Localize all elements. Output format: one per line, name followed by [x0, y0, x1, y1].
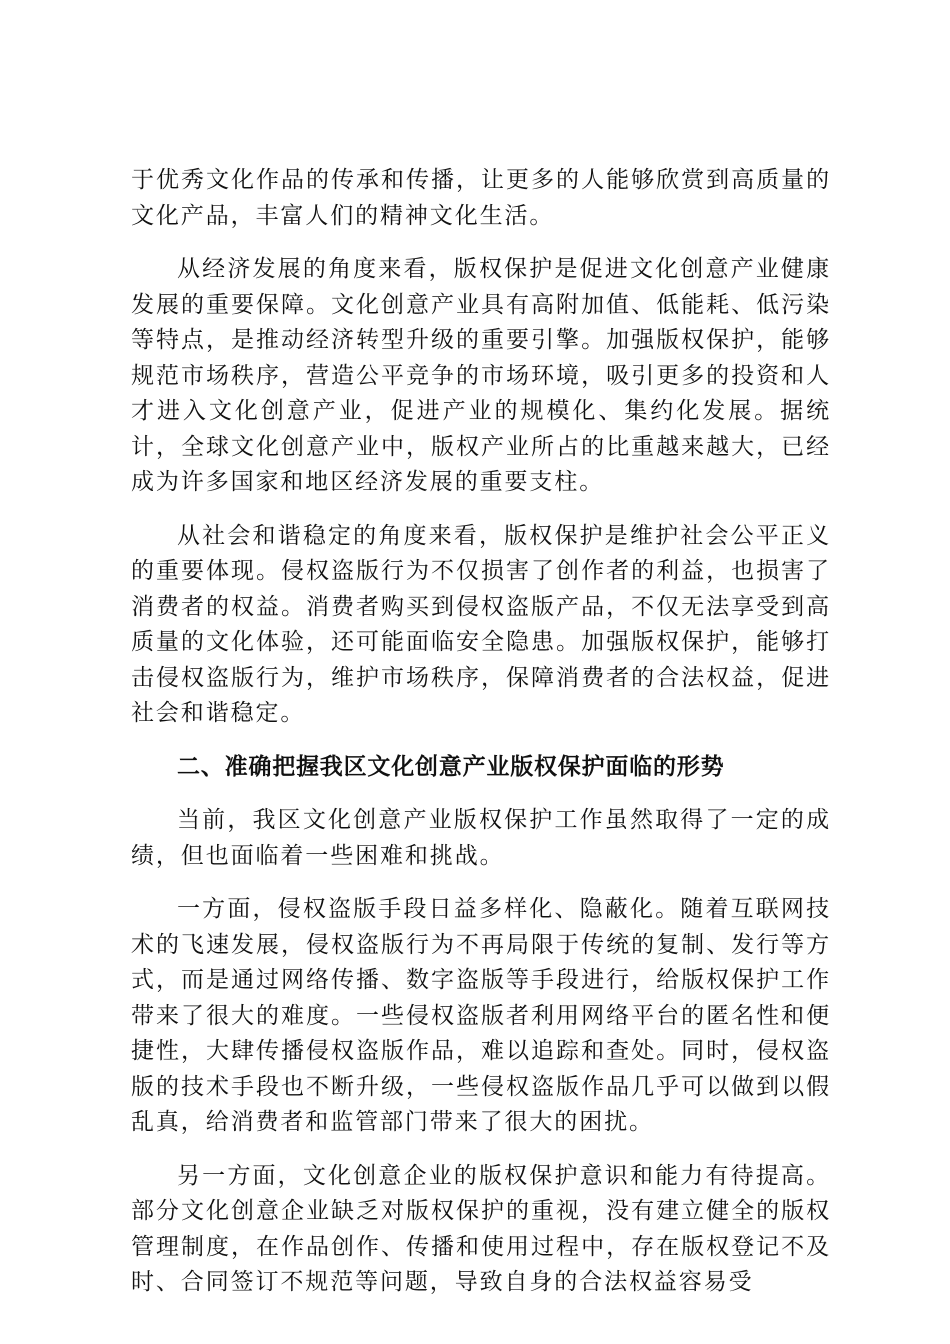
paragraph-1: 于优秀文化作品的传承和传播，让更多的人能够欣赏到高质量的文化产品，丰富人们的精神文化生活。	[131, 167, 831, 229]
paragraph-6: 另一方面，文化创意企业的版权保护意识和能力有待提高。部分文化创意企业缺乏对版权保护的重视，没有建立健全的版权管理制度，在作品创作、传播和使用过程中，存在版权登记不及时、合同签订不规范等问题，导致自身的合法权益容易受	[131, 1162, 831, 1295]
paragraph-4: 当前，我区文化创意产业版权保护工作虽然取得了一定的成绩，但也面临着一些困难和挑战。	[131, 807, 831, 869]
section-heading: 二、准确把握我区文化创意产业版权保护面临的形势	[177, 753, 725, 780]
paragraph-5: 一方面，侵权盗版手段日益多样化、隐蔽化。随着互联网技术的飞速发展，侵权盗版行为不再局限于传统的复制、发行等方式，而是通过网络传播、数字盗版等手段进行，给版权保护工作带来了很大的难度。一些侵权盗版者利用网络平台的匿名性和便捷性，大肆传播侵权盗版作品，难以追踪和查处。同时，侵权盗版的技术手段也不断升级，一些侵权盗版作品几乎可以做到以假乱真，给消费者和监管部门带来了很大的困扰。	[131, 896, 831, 1135]
document-page	[131, 163, 831, 1319]
paragraph-3: 从社会和谐稳定的角度来看，版权保护是维护社会公平正义的重要体现。侵权盗版行为不仅损害了创作者的利益，也损害了消费者的权益。消费者购买到侵权盗版产品，不仅无法享受到高质量的文化体验，还可能面临安全隐患。加强版权保护，能够打击侵权盗版行为，维护市场秩序，保障消费者的合法权益，促进社会和谐稳定。	[131, 522, 831, 726]
paragraph-2: 从经济发展的角度来看，版权保护是促进文化创意产业健康发展的重要保障。文化创意产业具有高附加值、低能耗、低污染等特点，是推动经济转型升级的重要引擎。加强版权保护，能够规范市场秩序，营造公平竞争的市场环境，吸引更多的投资和人才进入文化创意产业，促进产业的规模化、集约化发展。据统计，全球文化创意产业中，版权产业所占的比重越来越大，已经成为许多国家和地区经济发展的重要支柱。	[131, 256, 831, 495]
